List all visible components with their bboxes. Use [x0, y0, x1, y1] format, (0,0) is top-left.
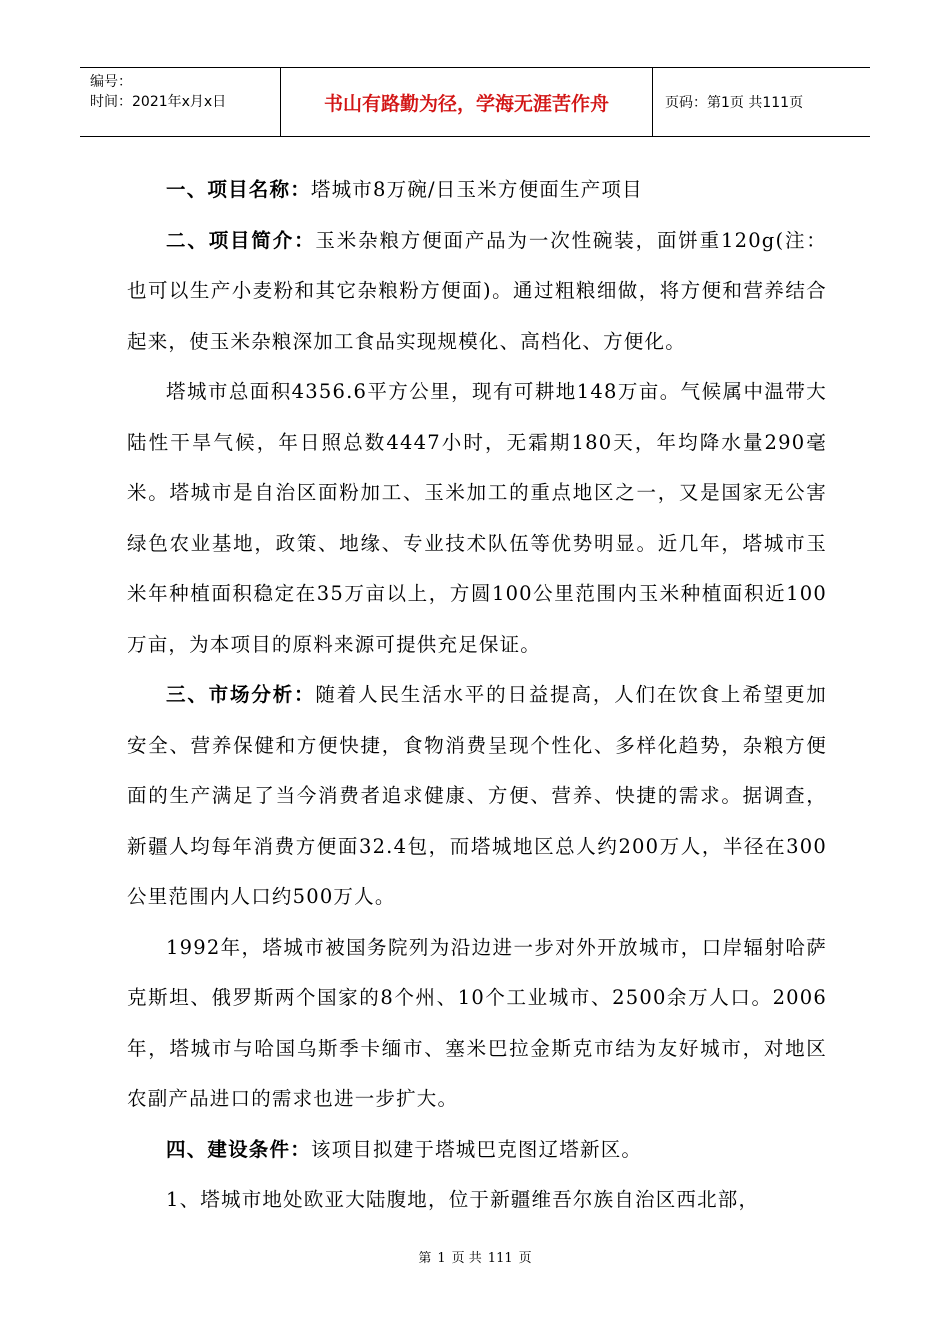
section-text: 该项目拟建于塔城巴克图辽塔新区。: [310, 1137, 643, 1161]
header-motto: 书山有路勤为径，学海无涯苦作舟: [281, 68, 653, 136]
document-body: [127, 165, 827, 1226]
footer-suffix: 页: [518, 1251, 532, 1266]
header-page-info: 页码：第1页 共111页: [665, 95, 804, 111]
document-code: 编号：: [90, 74, 132, 90]
page-footer: [0, 1247, 950, 1266]
paragraph-location: [127, 1175, 827, 1226]
section-heading: 四、建设条件：: [166, 1137, 311, 1161]
footer-total-pages: 111: [487, 1251, 513, 1266]
document-date: 时间：2021年x月x日: [90, 94, 227, 110]
section-text: 塔城市8万碗/日玉米方便面生产项目: [310, 178, 643, 201]
footer-middle: 页 共: [451, 1251, 482, 1266]
paragraph-construction-conditions: [127, 1125, 827, 1176]
section-text: 1、塔城市地处欧亚大陆腹地，位于新疆维吾尔族自治区西北部，: [166, 1188, 760, 1211]
paragraph-market-analysis: [127, 670, 827, 923]
section-heading: 二、项目简介：: [166, 228, 316, 252]
paragraph-city-overview: [127, 367, 827, 670]
document-header: [80, 67, 870, 137]
section-heading: 一、项目名称：: [166, 178, 311, 201]
section-text: 1992年，塔城市被国务院列为沿边进一步对外开放城市，口岸辐射哈萨克斯坦、俄罗斯两个国家的8个州、10个工业城市、2500余万人口。2006年，塔城市与哈国乌斯季卡缅市、塞米巴拉金斯克市结为友好城市，对地区农副产品进口的需求也进一步扩大。: [127, 935, 827, 1110]
footer-page-number: 1: [437, 1251, 446, 1266]
footer-prefix: 第: [418, 1251, 432, 1266]
section-text: 塔城市总面积4356.6平方公里，现有可耕地148万亩。气候属中温带大陆性干旱气候，年日照总数4447小时，无霜期180天，年均降水量290毫米。塔城市是自治区面粉加工、玉米加工的重点地区之一，又是国家无公害绿色农业基地，政策、地缘、专业技术队伍等优势明显。近几年，塔城市玉米年种植面积稳定在35万亩以上，方圆100公里范围内玉米种植面积近100万亩，为本项目的原料来源可提供充足保证。: [127, 380, 827, 656]
section-text: 随着人民生活水平的日益提高，人们在饮食上希望更加安全、营养保健和方便快捷，食物消费呈现个性化、多样化趋势，杂粮方便面的生产满足了当今消费者追求健康、方便、营养、快捷的需求。据调查，新疆人均每年消费方便面32.4包，而塔城地区总人约200万人，半径在300公里范围内人口约500万人。: [127, 683, 827, 908]
paragraph-project-intro: [127, 216, 827, 368]
paragraph-project-name: [127, 165, 827, 216]
paragraph-open-city: [127, 923, 827, 1125]
section-heading: 三、市场分析：: [166, 683, 316, 706]
header-meta: [80, 68, 281, 136]
section-text: 玉米杂粮方便面产品为一次性碗装，面饼重120g(注：也可以生产小麦粉和其它杂粮粉方便面)。通过粗粮细做，将方便和营养结合起来，使玉米杂粮深加工食品实现规模化、高档化、方便化。: [127, 228, 827, 353]
